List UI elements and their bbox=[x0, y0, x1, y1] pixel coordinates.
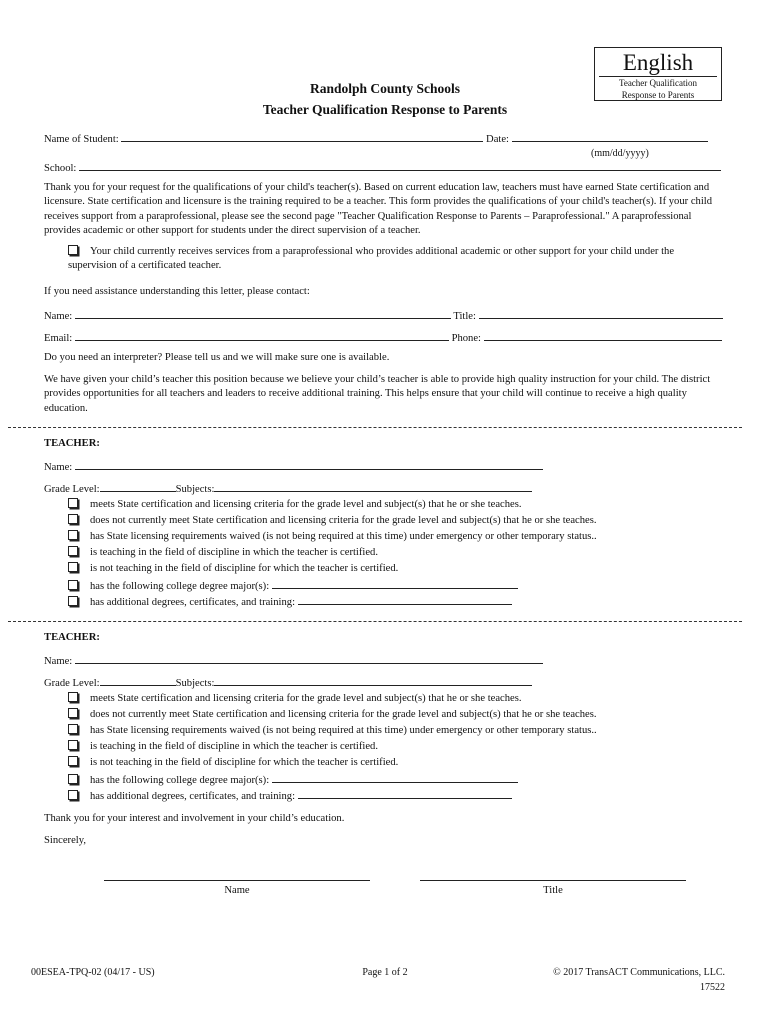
date-field[interactable] bbox=[512, 131, 708, 142]
checkbox[interactable] bbox=[68, 530, 78, 540]
contact-name-field[interactable] bbox=[75, 308, 451, 319]
teacher-2-option-5[interactable] bbox=[68, 756, 398, 770]
signature-name-line[interactable] bbox=[104, 880, 370, 881]
teacher-1-option-2[interactable] bbox=[68, 514, 597, 528]
teacher-1-grade-row bbox=[44, 481, 532, 497]
training-field[interactable] bbox=[298, 788, 512, 799]
school-field[interactable] bbox=[79, 160, 721, 171]
contact-phone-label: Phone: bbox=[451, 333, 481, 344]
option-text: is teaching in the field of discipline in which the teacher is certified. bbox=[90, 547, 378, 558]
option-text: is not teaching in the field of discipline for which the teacher is certified. bbox=[90, 563, 399, 574]
checkbox[interactable] bbox=[68, 580, 78, 590]
language-box-divider bbox=[599, 76, 717, 77]
signature-name-label: Name bbox=[224, 885, 250, 896]
contact-email-field[interactable] bbox=[75, 330, 449, 341]
teacher-2-grade-row bbox=[44, 675, 532, 691]
copyright: © 2017 TransACT Communications, LLC. bbox=[553, 967, 725, 978]
paraprofessional-checkbox[interactable] bbox=[68, 245, 78, 255]
form-name-line1: Teacher Qualification bbox=[618, 78, 698, 88]
district-name: Randolph County Schools bbox=[309, 81, 461, 96]
teacher-2-subjects-field[interactable] bbox=[214, 675, 532, 686]
signature-title-label: Title bbox=[543, 885, 563, 896]
checkbox[interactable] bbox=[68, 790, 78, 800]
teacher-2-option-6[interactable] bbox=[68, 772, 518, 788]
form-number: 17522 bbox=[700, 982, 725, 993]
date-label: Date: bbox=[486, 134, 509, 145]
student-name-field[interactable] bbox=[121, 131, 483, 142]
option-text: does not currently meet State certification and licensing criteria for the grade level and subject(s) that he or she teaches. bbox=[90, 709, 597, 720]
teacher-2-option-1[interactable] bbox=[68, 692, 522, 706]
checkbox[interactable] bbox=[68, 562, 78, 572]
option-text: has the following college degree major(s): bbox=[90, 775, 270, 786]
contact-row-1 bbox=[44, 308, 723, 324]
checkbox[interactable] bbox=[68, 756, 78, 766]
checkbox[interactable] bbox=[68, 546, 78, 556]
language-label: English bbox=[622, 50, 694, 75]
teacher-1-option-3[interactable] bbox=[68, 530, 597, 544]
teacher-1-subjects-label: Subjects: bbox=[175, 484, 215, 495]
option-text: does not currently meet State certification and licensing criteria for the grade level and subject(s) that he or she teaches. bbox=[90, 515, 597, 526]
teacher-2-option-2[interactable] bbox=[68, 708, 597, 722]
paraprofessional-text: Your child currently receives services from a paraprofessional who provides additional academic or other support for your child under the supervision of a certificated teacher. bbox=[68, 246, 675, 272]
thanks-text: Thank you for your interest and involvement in your child’s education. bbox=[44, 813, 345, 824]
teacher-1-grade-label: Grade Level: bbox=[44, 484, 100, 495]
training-field[interactable] bbox=[298, 594, 512, 605]
teacher-1-subjects-field[interactable] bbox=[214, 481, 532, 492]
intro-paragraph: Thank you for your request for the qualifications of your child's teacher(s). Based on current education law, teachers must have earned State certification and licensure. State certification and licensure is the training required to be a teacher. This form provides the qualifications of your child's teacher(s). If your child receives support from a paraprofessional, please see the second page "Teacher Qualification Response to Parents – Paraprofessional." A paraprofessional provides academic or other support for students under the direct supervision of a teacher. bbox=[44, 182, 713, 236]
checkbox[interactable] bbox=[68, 740, 78, 750]
contact-title-label: Title: bbox=[453, 311, 476, 322]
school-row bbox=[44, 160, 721, 176]
assistance-text: If you need assistance understanding this letter, please contact: bbox=[44, 286, 310, 297]
teacher-2-option-3[interactable] bbox=[68, 724, 597, 738]
option-text: has State licensing requirements waived (is not being required at this time) under emergency or other temporary status.. bbox=[90, 725, 597, 736]
teacher-2-subjects-label: Subjects: bbox=[175, 678, 215, 689]
paraprofessional-option[interactable] bbox=[68, 245, 718, 274]
form-code: 00ESEA-TPQ-02 (04/17 - US) bbox=[31, 967, 155, 978]
degree-field[interactable] bbox=[272, 772, 518, 783]
signature-title-line[interactable] bbox=[420, 880, 686, 881]
teacher-2-name-field[interactable] bbox=[75, 653, 543, 664]
checkbox[interactable] bbox=[68, 514, 78, 524]
teacher-1-option-7[interactable] bbox=[68, 594, 512, 610]
teacher-1-name-row bbox=[44, 459, 543, 475]
option-text: is not teaching in the field of discipline for which the teacher is certified. bbox=[90, 757, 399, 768]
teacher-2-grade-field[interactable] bbox=[100, 675, 176, 686]
sincerely-text: Sincerely, bbox=[44, 835, 86, 846]
teacher-1-option-5[interactable] bbox=[68, 562, 398, 576]
teacher-1-option-4[interactable] bbox=[68, 546, 378, 560]
teacher-2-name-label: Name: bbox=[44, 656, 73, 667]
teacher-2-heading: TEACHER: bbox=[44, 632, 100, 643]
page-title: Teacher Qualification Response to Parents bbox=[262, 102, 508, 117]
interpreter-text: Do you need an interpreter? Please tell us and we will make sure one is available. bbox=[44, 352, 390, 363]
option-text: meets State certification and licensing criteria for the grade level and subject(s) that he or she teaches. bbox=[90, 693, 522, 704]
degree-field[interactable] bbox=[272, 578, 518, 589]
teacher-1-name-label: Name: bbox=[44, 462, 73, 473]
given-paragraph: We have given your child’s teacher this position because we believe your child’s teacher is able to provide high quality instruction for your child. The district provides opportunities for all teachers and leaders to receive additional training. This helps ensure that your child will continue to receive a high quality education. bbox=[44, 374, 711, 414]
student-label: Name of Student: bbox=[44, 134, 119, 145]
section-divider bbox=[8, 621, 742, 622]
teacher-2-name-row bbox=[44, 653, 543, 669]
checkbox[interactable] bbox=[68, 724, 78, 734]
option-text: has the following college degree major(s): bbox=[90, 581, 270, 592]
teacher-1-heading: TEACHER: bbox=[44, 438, 100, 449]
teacher-2-option-7[interactable] bbox=[68, 788, 512, 804]
teacher-1-name-field[interactable] bbox=[75, 459, 543, 470]
option-text: is teaching in the field of discipline in which the teacher is certified. bbox=[90, 741, 378, 752]
page-number: Page 1 of 2 bbox=[362, 967, 408, 978]
date-hint: (mm/dd/yyyy) bbox=[591, 148, 649, 159]
teacher-1-option-6[interactable] bbox=[68, 578, 518, 594]
contact-email-label: Email: bbox=[44, 333, 73, 344]
teacher-2-option-4[interactable] bbox=[68, 740, 378, 754]
checkbox[interactable] bbox=[68, 774, 78, 784]
teacher-2-grade-label: Grade Level: bbox=[44, 678, 100, 689]
contact-name-label: Name: bbox=[44, 311, 73, 322]
teacher-1-option-1[interactable] bbox=[68, 498, 522, 512]
option-text: has additional degrees, certificates, and training: bbox=[90, 597, 296, 608]
checkbox[interactable] bbox=[68, 708, 78, 718]
checkbox[interactable] bbox=[68, 692, 78, 702]
checkbox[interactable] bbox=[68, 596, 78, 606]
student-date-row bbox=[44, 131, 708, 147]
option-text: meets State certification and licensing criteria for the grade level and subject(s) that he or she teaches. bbox=[90, 499, 522, 510]
form-name-line2: Response to Parents bbox=[621, 90, 695, 100]
checkbox[interactable] bbox=[68, 498, 78, 508]
contact-phone-field[interactable] bbox=[484, 330, 722, 341]
section-divider bbox=[8, 427, 742, 428]
contact-title-field[interactable] bbox=[479, 308, 723, 319]
school-label: School: bbox=[44, 163, 77, 174]
option-text: has additional degrees, certificates, and training: bbox=[90, 791, 296, 802]
option-text: has State licensing requirements waived (is not being required at this time) under emergency or other temporary status.. bbox=[90, 531, 597, 542]
teacher-1-grade-field[interactable] bbox=[100, 481, 176, 492]
contact-row-2 bbox=[44, 330, 722, 346]
